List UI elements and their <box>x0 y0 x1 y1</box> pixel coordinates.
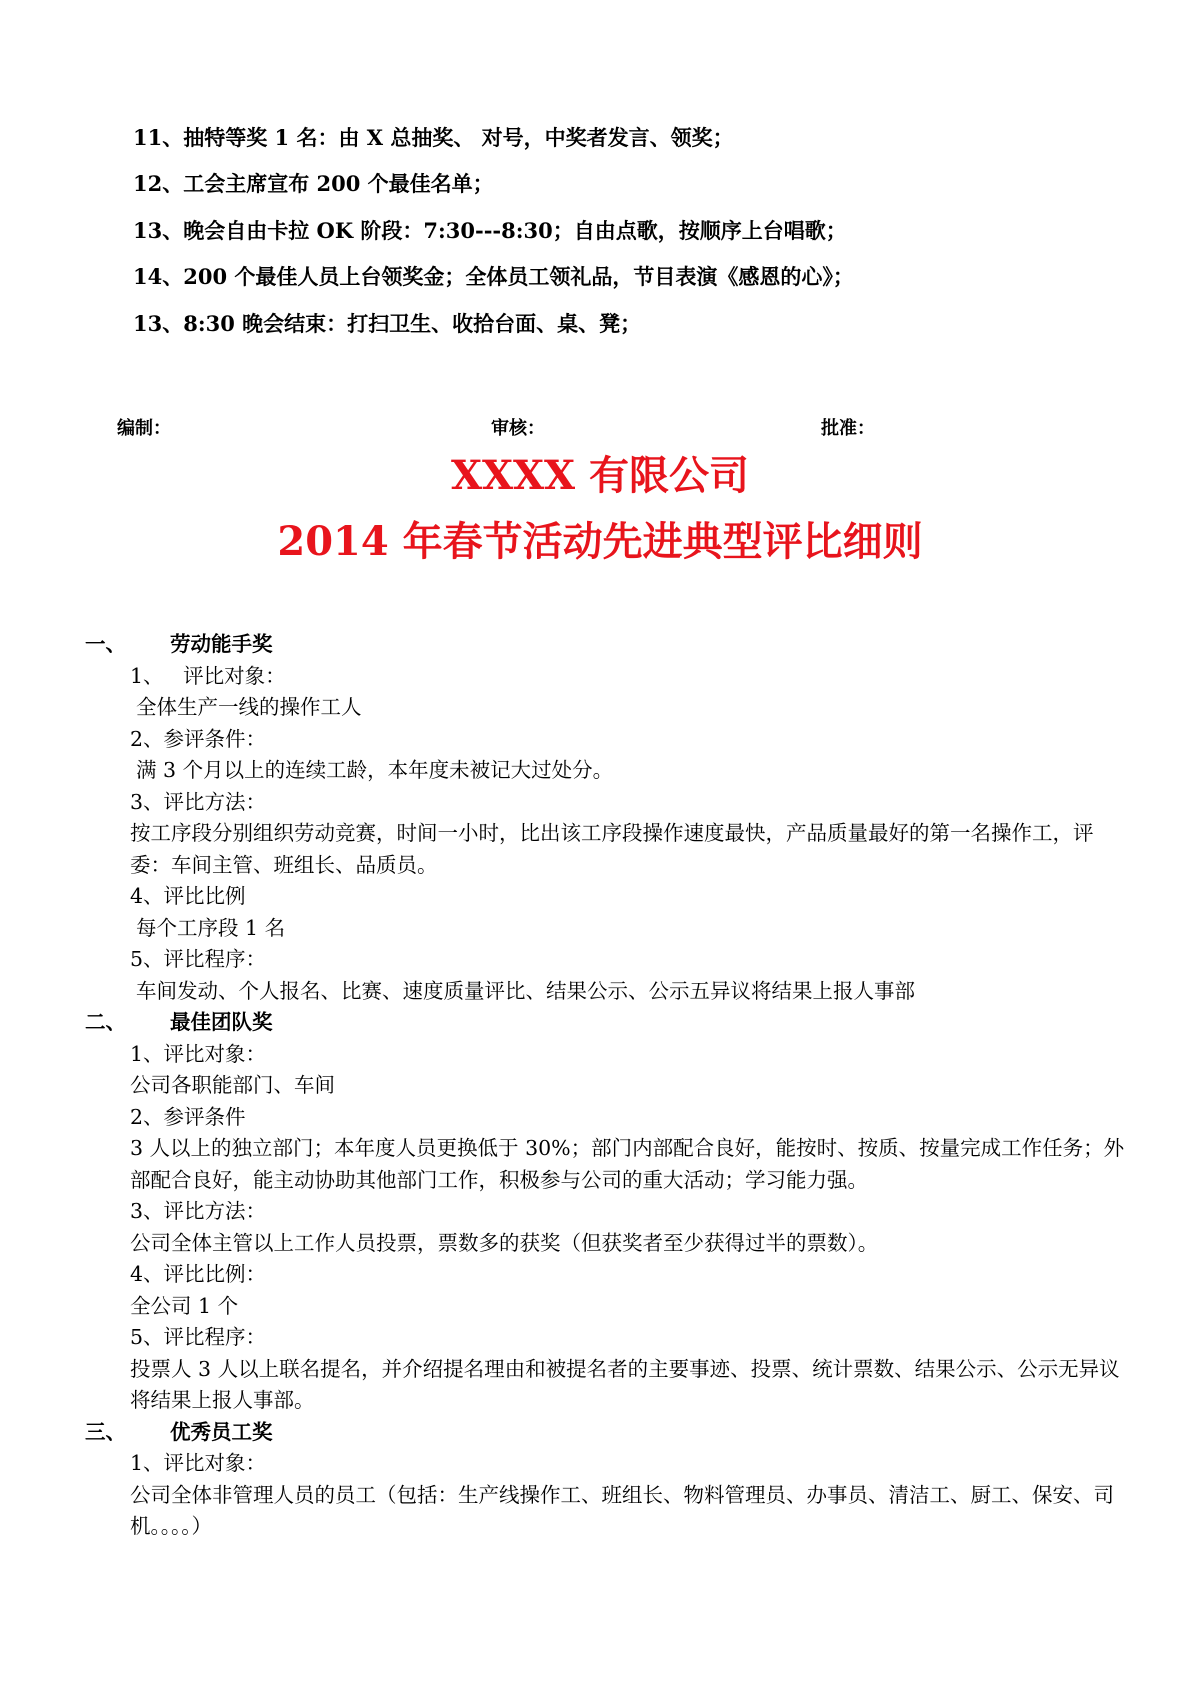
section <box>85 629 1130 1007</box>
signature-reviewed: 审核： <box>491 418 545 439</box>
section-heading <box>85 629 1130 661</box>
item-content: 按工序段分别组织劳动竞赛，时间一小时，比出该工序段操作速度最快，产品质量最好的第一名操作工，评委：车间主管、班组长、品质员。 <box>130 821 1094 877</box>
section-title: 最佳团队奖 <box>170 1010 273 1034</box>
item-label: 1、评比对象： <box>130 1041 267 1066</box>
section-title: 优秀员工奖 <box>170 1419 273 1444</box>
item-content: 3 人以上的独立部门；本年度人员更换低于 30%；部门内部配合良好，能按时、按质、按量完成工作任务；外部配合良好，能主动协助其他部门工作，积极参与公司的重大活动；学习能力强。 <box>130 1136 1125 1192</box>
company-title: XXXX 有限公司 <box>450 452 750 499</box>
item-content: 满 3 个月以上的连续工龄，本年度未被记大过处分。 <box>136 758 614 782</box>
item-label: 5、评比程序： <box>130 1325 267 1349</box>
item-content: 公司各职能部门、车间 <box>130 1073 335 1097</box>
item-content: 公司全体主管以上工作人员投票，票数多的获奖（但获奖者至少获得过半的票数）。 <box>130 1230 879 1255</box>
section-number: 三、 <box>85 1419 126 1444</box>
program-item: 13、晚会自由卡拉 OK 阶段：7:30---8:30；自由点歌，按顺序上台唱歌； <box>133 218 847 243</box>
section-title: 劳动能手奖 <box>170 632 273 656</box>
document-title: 2014 年春节活动先进典型评比细则 <box>277 518 923 565</box>
item-content: 全公司 1 个 <box>130 1293 239 1318</box>
program-item: 14、200 个最佳人员上台领奖金；全体员工领礼品，节目表演《感恩的心》； <box>133 264 854 289</box>
section <box>85 1007 1130 1417</box>
item-label: 2、参评条件： <box>130 726 267 751</box>
item-label: 1、 评比对象： <box>130 663 286 688</box>
item-content: 全体生产一线的操作工人 <box>136 695 362 719</box>
item-content: 每个工序段 1 名 <box>136 915 286 940</box>
item-label: 3、评比方法： <box>130 1199 267 1223</box>
signature-approved: 批准： <box>821 418 875 439</box>
section-heading <box>85 1007 1130 1039</box>
item-label: 3、评比方法： <box>130 789 267 814</box>
item-content: 投票人 3 人以上联名提名，并介绍提名理由和被提名者的主要事迹、投票、统计票数、结果公示、公示无异议将结果上报人事部。 <box>130 1356 1120 1412</box>
program-item: 13、8:30 晚会结束：打扫卫生、收拾台面、桌、凳； <box>133 311 642 336</box>
item-label: 4、评比比例： <box>130 1262 267 1286</box>
signature-prepared: 编制： <box>117 418 171 439</box>
section-number: 一、 <box>85 632 126 656</box>
item-content: 公司全体非管理人员的员工（包括：生产线操作工、班组长、物料管理员、办事员、清洁工、厨工、保安、司机。。。。） <box>130 1482 1114 1538</box>
item-content: 车间发动、个人报名、比赛、速度质量评比、结果公示、公示五异议将结果上报人事部 <box>136 978 915 1003</box>
item-label: 2、参评条件 <box>130 1104 246 1129</box>
rules-body <box>85 629 1130 1543</box>
item-label: 1、评比对象： <box>130 1451 267 1475</box>
program-item: 12、工会主席宣布 200 个最佳名单； <box>133 171 494 196</box>
item-label: 4、评比比例 <box>130 884 246 908</box>
section-number: 二、 <box>85 1010 126 1034</box>
section-heading <box>85 1417 1130 1449</box>
section <box>85 1417 1130 1543</box>
item-label: 5、评比程序： <box>130 947 267 971</box>
program-item: 11、抽特等奖 1 名：由 X 总抽奖、 对号，中奖者发言、领奖； <box>133 125 734 150</box>
